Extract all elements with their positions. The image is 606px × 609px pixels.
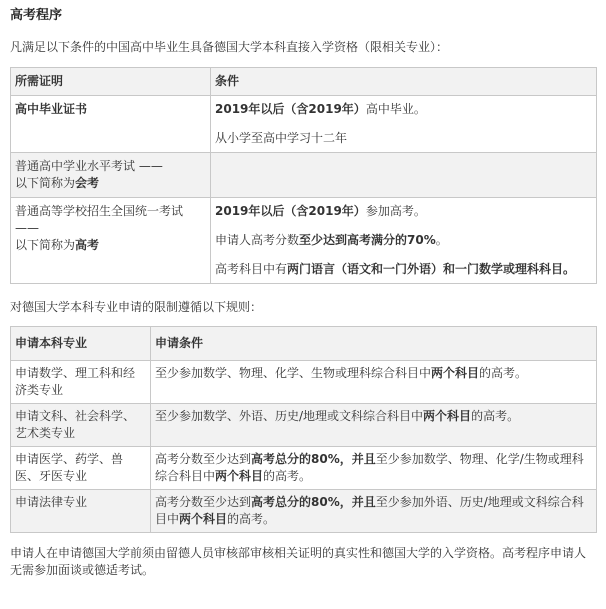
proof-cell [11,153,211,198]
req-bold: 两个科目 [423,409,472,423]
proof-line: 普通高等学校招生全国统一考试—— [15,204,184,235]
cond-subjects: 两门语言（语文和一门外语）和一门数学或理科科目。 [287,262,576,276]
cond-year: 2019年以后（含2019年） [215,204,366,218]
cond-score: 至少达到高考满分的70% [299,233,436,247]
majors-table [10,326,597,533]
table-row [11,96,597,153]
cond-text: 参加高考。 [365,204,426,218]
header-condition: 条件 [211,68,597,96]
proof-cell [11,198,211,284]
cond-years-study: 从小学至高中学习十二年 [215,131,348,145]
table-row [11,447,597,490]
proof-line: 以下简称为 [15,176,76,190]
header-major: 申请本科专业 [11,327,151,361]
req-text: 至少参加数学、外语、历史/地理或文科综合科目中 [155,409,424,423]
req-text: 高考分数至少达到 [155,495,252,509]
cond-text: 高考科目中有 [215,262,288,276]
major-cell: 申请医学、药学、兽医、牙医专业 [11,447,151,490]
proof-line: 以下简称为 [15,238,76,252]
requirement-cell [151,447,597,490]
req-text: 的高考。 [479,366,528,380]
req-bold: 两个科目 [179,512,228,526]
major-cell: 申请数学、理工科和经济类专业 [11,361,151,404]
table-row [11,153,597,198]
major-cell: 申请文科、社会科学、艺术类专业 [11,404,151,447]
table-header-row [11,68,597,96]
requirements-table [10,67,597,284]
table-header-row [11,327,597,361]
major-cell: 申请法律专业 [11,490,151,533]
cond-text: 申请人高考分数 [215,233,300,247]
footer-note: 申请人在申请德国大学前须由留德人员审核部审核相关证明的真实性和德国大学的入学资格。高考程序申请人无需参加面谈或德适考试。 [10,546,587,577]
requirement-cell [151,404,597,447]
req-text: 至少参加数学、物理、化学、生物或理科综合科目中 [155,366,432,380]
proof-term: 会考 [75,176,100,190]
condition-cell [211,198,597,284]
req-bold: 两个科目 [215,469,264,483]
header-proof: 所需证明 [11,68,211,96]
req-bold: 高考总分的80%，并且 [251,495,376,509]
cond-text: 。 [435,233,448,247]
req-text: 高考分数至少达到 [155,452,252,466]
req-text: 的高考。 [227,512,276,526]
proof-cell: 高中毕业证书 [11,96,211,153]
condition-cell [211,96,597,153]
req-bold: 高考总分的80%，并且 [251,452,376,466]
proof-line: 普通高中学业水平考试 —— [15,159,163,173]
req-text: 的高考。 [471,409,520,423]
proof-term: 高考 [75,238,100,252]
table-row [11,198,597,284]
condition-cell [211,153,597,198]
table-row [11,490,597,533]
req-text: 至少参加外语、历史/地理或文科综合科目中 [155,495,584,526]
table-row [11,361,597,404]
req-text: 的高考。 [263,469,312,483]
req-text: 至少参加数学、物理、化学/生物或理科综合科目中 [155,452,584,483]
table-row [11,404,597,447]
page-title: 高考程序 [10,8,63,23]
cond-grad: 高中毕业。 [365,102,426,116]
intro-text: 凡满足以下条件的中国高中毕业生具备德国大学本科直接入学资格（限相关专业）： [10,40,449,54]
req-bold: 两个科目 [431,366,480,380]
cond-year: 2019年以后（含2019年） [215,102,366,116]
requirement-cell [151,490,597,533]
rules-intro: 对德国大学本科专业申请的限制遵循以下规则： [10,300,263,314]
header-requirement: 申请条件 [151,327,597,361]
requirement-cell [151,361,597,404]
